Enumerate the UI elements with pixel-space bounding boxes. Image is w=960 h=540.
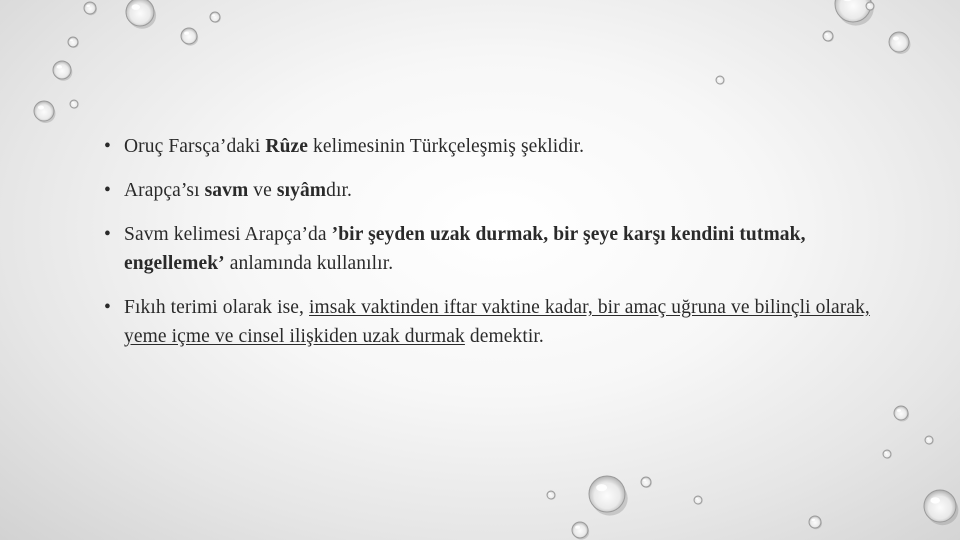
water-drop (181, 28, 198, 46)
water-drop (716, 76, 725, 85)
water-drop (210, 12, 221, 23)
water-drop (883, 450, 892, 459)
water-drop (835, 0, 874, 26)
water-drop (924, 490, 958, 525)
bold-term: ’bir şeyden uzak durmak, bir şeye karşı kendini tutmak, engellemek’ (124, 224, 806, 274)
water-drop (589, 476, 628, 516)
water-drop (889, 32, 911, 54)
bullet-dot: • (104, 297, 111, 318)
water-drop (694, 496, 703, 505)
bullet-dot: • (104, 180, 111, 201)
bullet-text: anlamında kullanılır. (224, 253, 394, 274)
water-drop (34, 101, 56, 123)
bold-term: sıyâm (276, 180, 327, 201)
bullet-text: Arapça’sı (124, 180, 205, 201)
water-drop (641, 477, 652, 488)
water-drop (809, 516, 822, 529)
bullet-text: ve (248, 180, 277, 201)
water-drop (84, 2, 97, 15)
bullet-text: dır. (326, 180, 353, 201)
water-drop (68, 37, 79, 48)
water-drop (126, 0, 156, 29)
water-drop (925, 436, 934, 445)
bold-term: savm (204, 180, 249, 201)
bullet-text: Oruç Farsça’daki (124, 136, 266, 157)
bullet-item (104, 220, 884, 278)
bullet-text: kelimesinin Türkçeleşmiş şeklidir. (308, 136, 585, 157)
water-drop (866, 2, 875, 11)
bullet-dot: • (104, 136, 111, 157)
bullet-text: Savm kelimesi Arapça’da (124, 224, 332, 245)
water-drop (894, 406, 909, 421)
slide-content (104, 132, 884, 366)
bullet-item (104, 132, 884, 161)
bullet-dot: • (104, 224, 111, 245)
bullet-list (104, 132, 884, 351)
bold-term: Rûze (265, 136, 309, 157)
bullet-text: Fıkıh terimi olarak ise, (124, 297, 310, 318)
water-drop (572, 522, 589, 540)
water-drop (53, 61, 72, 81)
bullet-item (104, 176, 884, 205)
water-drop (823, 31, 834, 42)
water-drop (547, 491, 556, 500)
water-drop (70, 100, 79, 109)
underlined-text: imsak vaktinden iftar vaktine kadar, bir amaç uğruna ve bilinçli olarak, yeme içme ve cinsel ilişkiden uzak durmak (124, 297, 870, 347)
bullet-text: demektir. (464, 326, 544, 347)
bullet-item (104, 293, 884, 351)
